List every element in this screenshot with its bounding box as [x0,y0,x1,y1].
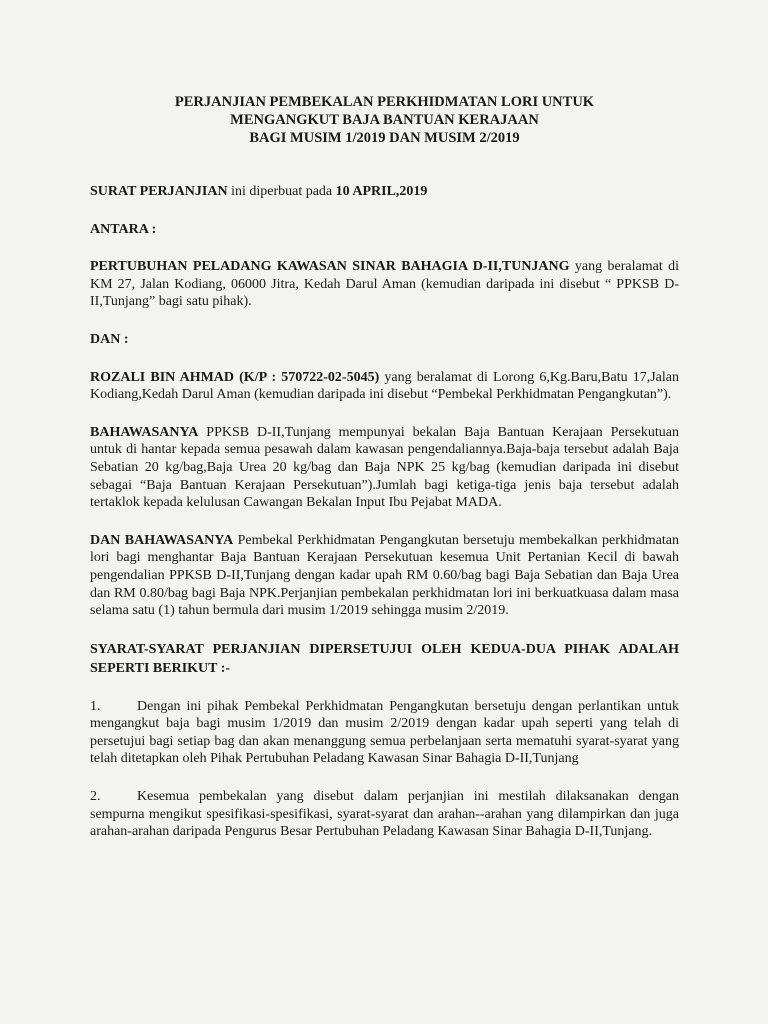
party1-paragraph [90,258,679,311]
title-line-3: BAGI MUSIM 1/2019 DAN MUSIM 2/2019 [249,130,520,146]
term-item-2 [90,788,679,841]
clause1-paragraph [90,424,679,512]
antara-label: ANTARA : [90,221,157,237]
term-text: Kesemua pembekalan yang disebut dalam perjanjian ini mestilah dilaksanakan dengan sempurna mengikut spesifikasi-spesifikasi, syarat-syarat dan arahan--arahan yang dilampirkan dan juga arahan-arahan daripada Pengurus Besar Pertubuhan Peladang Kawasan Sinar Bahagia D-II,Tunjang. [90,789,679,840]
terms-heading: SYARAT-SYARAT PERJANJIAN DIPERSETUJUI OLEH KEDUA-DUA PIHAK ADALAH SEPERTI BERIKUT :- [90,641,679,676]
title-line-1: PERJANJIAN PEMBEKALAN PERKHIDMATAN LORI UNTUK [174,94,595,110]
party2-paragraph [90,369,679,404]
intro-text: ini diperbuat pada [227,184,336,199]
intro-paragraph [90,183,679,201]
antara-heading [90,221,679,239]
party2-text: yang beralamat di Lorong 6,Kg.Baru,Batu 17,Jalan Kodiang,Kedah Darul Aman (kemudian daripada ini disebut “Pembekal Perkhidmatan Pengangkutan”). [90,369,679,403]
term-item-1 [90,698,679,768]
term-number: 2. [90,789,101,805]
dan-label: DAN : [90,331,129,347]
party2-name: ROZALI BIN AHMAD (K/P : 570722-02-5045) [90,369,380,385]
party1-text: yang beralamat di KM 27, Jalan Kodiang, 06000 Jitra, Kedah Darul Aman (kemudian daripada ini disebut “ PPKSB D-II,Tunjang” bagi satu pihak). [90,259,679,310]
clause2-paragraph [90,532,679,620]
clause2-label: DAN BAHAWASANYA [90,532,234,548]
clause1-label: BAHAWASANYA [90,424,199,440]
intro-date: 10 APRIL,2019 [335,184,428,199]
clause1-text: PPKSB D-II,Tunjang mempunyai bekalan Baja Bantuan Kerajaan Persekutuan untuk di hantar kepada semua pesawah dalam kawasan pengendaliannya.Baja-baja tersebut adalah Baja Sebatian 20 kg/bag,Baja Urea 20 kg/bag dan Baja NPK 25 kg/bag (kemudian daripada ini disebut sebagai “Baja Bantuan Kerajaan Persekutuan”).Jumlah bagi ketiga-tiga jenis baja tersebut adalah tertaklok kepada kelulusan Cawangan Bekalan Input Ibu Pejabat MADA. [90,424,679,511]
title-line-2: MENGANGKUT BAJA BANTUAN KERAJAAN [230,112,539,128]
term-number: 1. [90,698,101,714]
intro-label: SURAT PERJANJIAN [90,184,228,199]
party1-name: PERTUBUHAN PELADANG KAWASAN SINAR BAHAGIA D-II,TUNJANG [90,259,570,275]
document-title [90,93,679,147]
dan-heading [90,331,679,349]
clause2-text: Pembekal Perkhidmatan Pengangkutan bersetuju membekalkan perkhidmatan lori bagi menghantar Baja Bantuan Kerajaan Persekutuan kesemua Unit Pertanian Kecil di bawah pengendalian PPKSB D-II,Tunjang dengan kadar upah RM 0.60/bag bagi Baja Sebatian dan Baja Urea dan RM 0.80/bag bagi Baja NPK.Perjanjian pembekalan perkhidmatan lori ini berkuatkuasa dalam masa selama satu (1) tahun bermula dari musim 1/2019 sehingga musim 2/2019. [90,532,679,619]
term-text: Dengan ini pihak Pembekal Perkhidmatan Pengangkutan bersetuju dengan perlantikan untuk mengangkut baja bagi musim 1/2019 dan musim 2/2019 dengan kadar upah seperti yang telah di persetujui bagi setiap bag dan akan menanggung semua perbelanjaan serta mematuhi syarat-syarat yang telah ditetapkan oleh Pihak Pertubuhan Peladang Kawasan Sinar Bahagia D-II,Tunjang [90,698,679,767]
